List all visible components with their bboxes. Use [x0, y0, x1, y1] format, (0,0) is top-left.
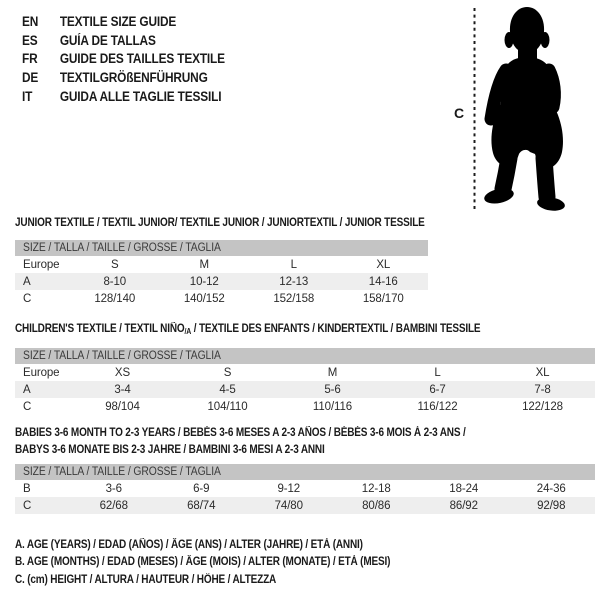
children-size-table — [15, 348, 595, 415]
row-label: A — [23, 275, 31, 288]
children-table-grid — [15, 364, 595, 415]
table-cell: 104/110 — [207, 400, 248, 413]
size-table-header-label: SIZE / TALLA / TAILLE / GRÖSSE / TAGLIA — [23, 350, 221, 362]
table-cell: 24-36 — [536, 482, 566, 495]
language-code: IT — [22, 88, 33, 104]
footnote-height-cm: C. (cm) HEIGHT / ALTURA / HAUTEUR / HÖHE / ALTEZZA — [15, 573, 277, 586]
row-label: C — [23, 499, 32, 512]
table-cell: 9-12 — [277, 482, 301, 495]
table-row — [15, 381, 595, 398]
size-table-header — [15, 464, 595, 480]
table-cell: L — [290, 258, 297, 271]
size-table-header-label: SIZE / TALLA / TAILLE / GRÖSSE / TAGLIA — [23, 466, 221, 478]
size-table-header — [15, 240, 428, 256]
table-cell: 92/98 — [537, 499, 566, 512]
table-cell: 98/104 — [105, 400, 140, 413]
legend-footnotes — [15, 537, 446, 589]
babies-section-heading — [15, 425, 466, 459]
table-cell: 122/128 — [522, 400, 563, 413]
table-cell: 74/80 — [274, 499, 303, 512]
table-cell: 6-9 — [193, 482, 210, 495]
table-cell: 6-7 — [429, 383, 446, 396]
language-label: TEXTILGRÖßENFÜHRUNG — [59, 70, 208, 86]
table-row — [15, 273, 428, 290]
height-measure-figure — [440, 0, 600, 230]
row-label: Europe — [23, 366, 60, 379]
children-heading-text: CHILDREN'S TEXTILE / TEXTIL NIÑO — [15, 323, 185, 335]
language-code: ES — [22, 32, 38, 48]
table-cell: L — [434, 366, 441, 379]
table-row — [15, 364, 595, 381]
table-cell: XL — [535, 366, 550, 379]
language-label: GUIDA ALLE TAGLIE TESSILI — [59, 88, 222, 104]
table-cell: 158/170 — [362, 292, 404, 305]
table-cell: S — [223, 366, 232, 379]
babies-heading-line2: BABYS 3-6 MONATE BIS 2-3 JAHRE / BAMBINI 3-6 MESI A 2-3 ANNI — [15, 444, 325, 456]
row-label: B — [23, 482, 31, 495]
table-cell: M — [327, 366, 338, 379]
row-label: Europe — [23, 258, 60, 271]
table-cell: 68/74 — [187, 499, 216, 512]
table-cell: 4-5 — [219, 383, 236, 396]
junior-section-heading: JUNIOR TEXTILE / TEXTIL JUNIOR/ TEXTILE JUNIOR / JUNIORTEXTIL / JUNIOR TESSILE — [15, 217, 425, 229]
row-label: C — [23, 400, 32, 413]
table-row — [15, 497, 595, 514]
toddler-silhouette — [483, 7, 566, 212]
language-row — [22, 88, 225, 107]
junior-table-grid — [15, 256, 428, 307]
table-cell: XL — [376, 258, 391, 271]
table-cell: 116/122 — [417, 400, 458, 413]
language-label: GUIDE DES TAILLES TEXTILE — [59, 51, 225, 67]
table-cell: 10-12 — [189, 275, 219, 288]
table-cell: S — [110, 258, 119, 271]
table-cell: M — [199, 258, 209, 271]
table-cell: 3-6 — [105, 482, 122, 495]
table-cell: 7-8 — [534, 383, 551, 396]
children-heading-text: / TEXTILE DES ENFANTS / KINDERTEXTIL / BAMBINI TESSILE — [191, 323, 481, 335]
language-list — [22, 13, 253, 106]
row-label: A — [23, 383, 31, 396]
language-row — [22, 32, 225, 51]
footnote-age-years: A. AGE (YEARS) / EDAD (AÑOS) / ÂGE (ANS) / ALTER (JAHRE) / ETÀ (ANNI) — [15, 539, 363, 551]
table-cell: 86/92 — [449, 499, 478, 512]
footnote-age-months: B. AGE (MONTHS) / EDAD (MESES) / ÂGE (MOIS) / ALTER (MONATE) / ETÀ (MESI) — [15, 556, 391, 569]
language-code: FR — [22, 51, 38, 67]
children-section-heading — [15, 321, 480, 340]
table-cell: 152/158 — [273, 292, 315, 305]
table-cell: 8-10 — [103, 275, 127, 288]
table-row — [15, 480, 595, 497]
children-heading-subscript: /A — [184, 327, 192, 336]
table-cell: 14-16 — [368, 275, 398, 288]
language-code: EN — [22, 14, 39, 29]
table-row — [15, 256, 428, 273]
table-row — [15, 398, 595, 415]
table-cell: 80/86 — [362, 499, 391, 512]
table-cell: 128/140 — [94, 292, 136, 305]
babies-heading-line1: BABIES 3-6 MONTH TO 2-3 YEARS / BEBÉS 3-6 MESES A 2-3 AÑOS / BÉBÉS 3-6 MOIS À 2-3 ANS / — [15, 427, 466, 439]
babies-table-grid — [15, 480, 595, 514]
table-cell: 18-24 — [449, 482, 479, 495]
language-row — [22, 50, 225, 69]
table-cell: 62/68 — [99, 499, 128, 512]
table-row — [15, 290, 428, 307]
babies-size-table — [15, 464, 595, 514]
table-cell: 12-18 — [361, 482, 391, 495]
language-row — [22, 13, 225, 32]
table-cell: 12-13 — [279, 275, 309, 288]
table-cell: 5-6 — [324, 383, 341, 396]
row-label: C — [23, 292, 32, 305]
table-cell: 110/116 — [312, 400, 353, 413]
size-table-header — [15, 348, 595, 364]
table-cell: 3-4 — [114, 383, 131, 396]
junior-size-table — [15, 240, 428, 307]
language-label: GUÍA DE TALLAS — [59, 32, 156, 48]
height-marker-label: C — [454, 105, 465, 121]
language-row — [22, 69, 225, 88]
language-label: TEXTILE SIZE GUIDE — [59, 14, 177, 29]
language-code: DE — [22, 70, 39, 86]
table-cell: 140/152 — [183, 292, 225, 305]
table-cell: XS — [114, 366, 131, 379]
size-table-header-label: SIZE / TALLA / TAILLE / GRÖSSE / TAGLIA — [23, 242, 221, 254]
